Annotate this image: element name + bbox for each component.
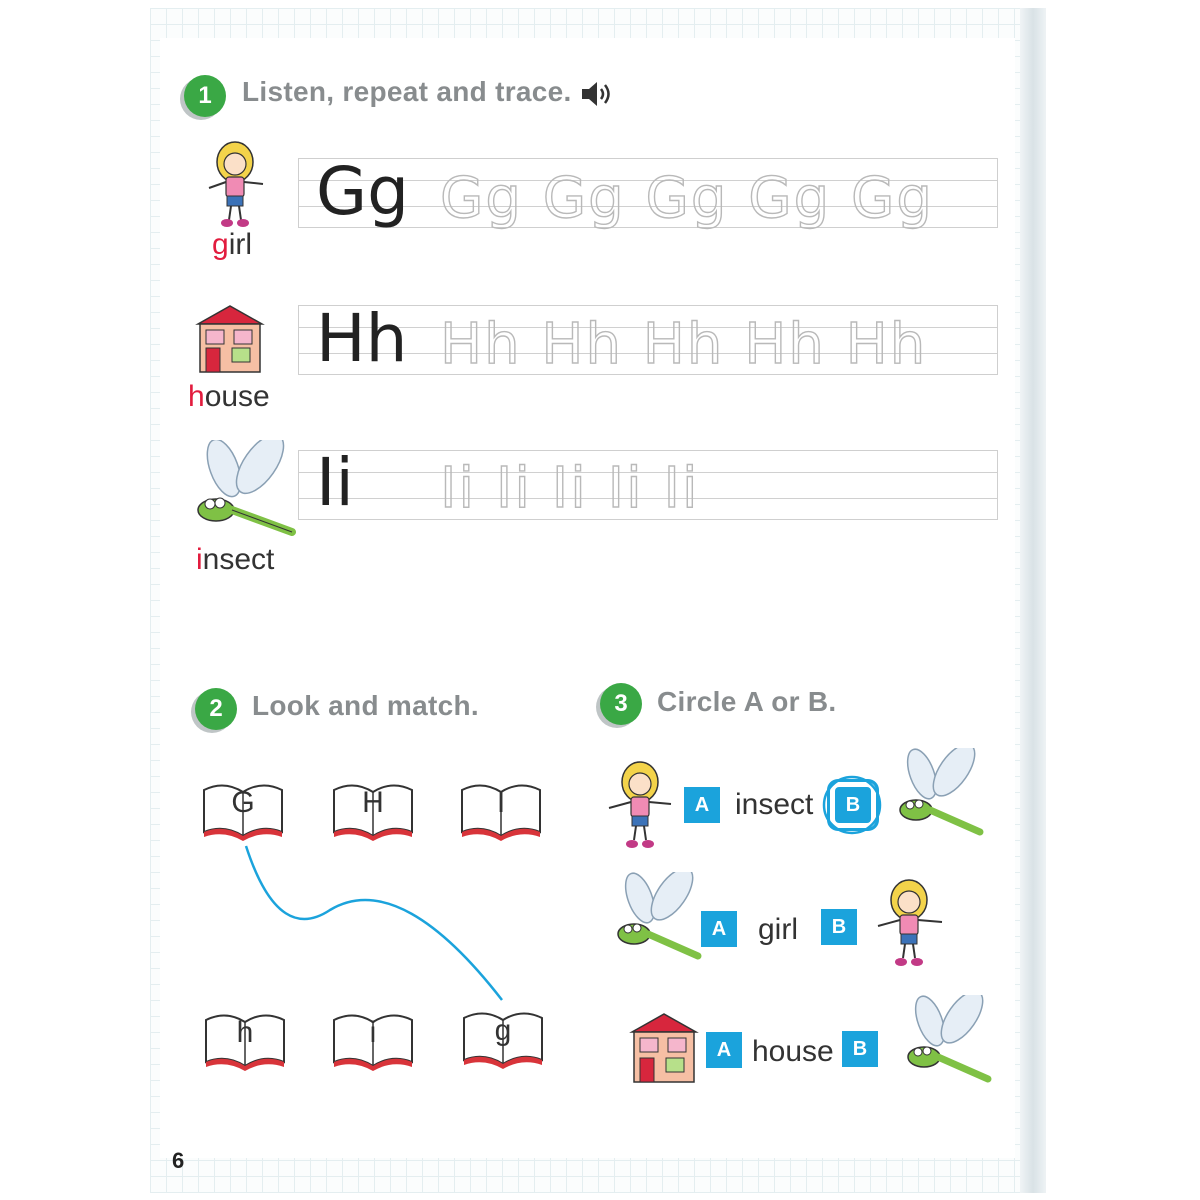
book-letter: i	[369, 1016, 377, 1049]
book-upper-i[interactable]	[458, 780, 544, 842]
word-insect	[196, 543, 274, 577]
book-letter: G	[231, 786, 255, 819]
word-first-letter: g	[212, 228, 229, 261]
book-spine	[1020, 8, 1046, 1193]
speaker-icon[interactable]	[580, 80, 614, 108]
word-rest: ouse	[204, 380, 270, 413]
option-b-button-circled[interactable]: B	[835, 787, 871, 823]
book-lower-i[interactable]	[330, 1010, 416, 1072]
insect-illustration-icon	[610, 872, 706, 964]
word-first-letter: h	[188, 380, 205, 413]
model-letters-h: Hh	[316, 300, 408, 377]
exercise-2-title: Look and match.	[252, 690, 479, 721]
exercise-1-badge: 1	[184, 75, 226, 117]
option-word-insect: insect	[735, 788, 814, 821]
option-word-house: house	[752, 1035, 834, 1068]
trace-letters-h[interactable]: Hh Hh Hh Hh Hh	[440, 312, 928, 377]
exercise-1-title: Listen, repeat and trace.	[242, 76, 572, 107]
word-girl	[212, 228, 252, 262]
option-a-button[interactable]: A	[684, 787, 720, 823]
option-word-girl: girl	[758, 913, 799, 946]
girl-illustration-icon	[605, 760, 675, 852]
word-rest: nsect	[202, 543, 275, 576]
answer-circle	[820, 775, 884, 835]
word-rest: irl	[228, 228, 253, 261]
house-illustration-icon	[626, 1010, 702, 1084]
book-upper-g[interactable]	[200, 780, 286, 842]
insect-illustration-icon	[892, 748, 988, 840]
trace-letters-g[interactable]: Gg Gg Gg Gg Gg	[440, 166, 934, 231]
book-letter: H	[362, 786, 384, 819]
word-house	[188, 380, 270, 414]
girl-illustration-icon	[205, 140, 267, 230]
trace-letters-i[interactable]: Ii Ii Ii Ii Ii	[440, 456, 700, 521]
match-line	[240, 840, 510, 1010]
girl-illustration-icon	[874, 878, 946, 970]
insect-illustration-icon	[900, 995, 996, 1087]
model-letters-g: Gg	[316, 153, 410, 230]
option-b-button[interactable]: B	[821, 909, 857, 945]
option-b-button[interactable]: B	[842, 1031, 878, 1067]
option-a-button[interactable]: A	[701, 911, 737, 947]
book-lower-g[interactable]	[460, 1008, 546, 1070]
house-illustration-icon	[192, 302, 268, 374]
page-number: 6	[172, 1148, 185, 1173]
exercise-3-title: Circle A or B.	[657, 686, 837, 717]
exercise-3-badge: 3	[600, 683, 642, 725]
exercise-2-badge: 2	[195, 688, 237, 730]
book-letter: g	[494, 1014, 512, 1047]
book-letter: h	[236, 1016, 254, 1049]
word-first-letter: i	[196, 543, 203, 576]
option-a-button[interactable]: A	[706, 1032, 742, 1068]
book-upper-h[interactable]	[330, 780, 416, 842]
insect-illustration-icon	[188, 440, 298, 540]
book-lower-h[interactable]	[202, 1010, 288, 1072]
model-letters-i: Ii	[316, 444, 354, 521]
book-letter: I	[496, 786, 506, 819]
